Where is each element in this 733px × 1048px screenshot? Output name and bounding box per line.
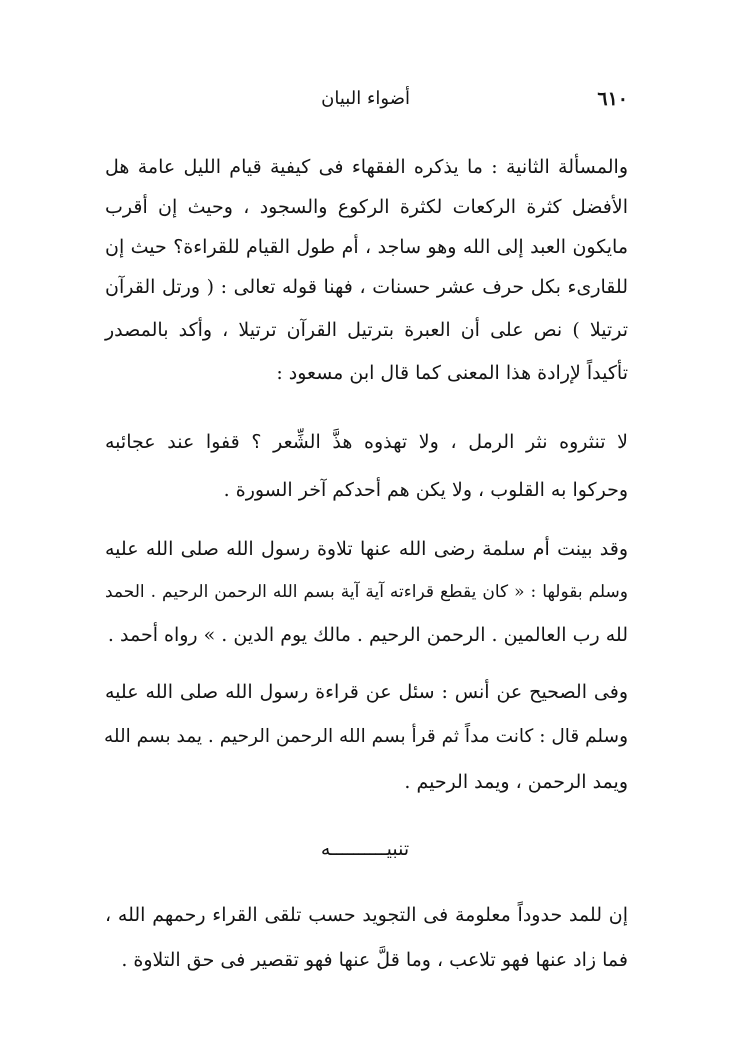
text-line: وسلم بقولها : « كان يقطع قراءته آية آية بسم الله الرحمن الرحيم . الحمد [105,582,628,602]
text-line: مايكون العبد إلى الله وهو ساجد ، أم طول القيام للقراءة؟ حيث إن [105,236,628,258]
text-line: فما زاد عنها فهو تلاعب ، وما قلَّ عنها فهو تقصير فى حق التلاوة . [121,949,628,971]
page-number: ٦١٠ [597,88,628,110]
text-line: لا تنثروه نثر الرمل ، ولا تهذوه هذَّ الشِّعر ؟ قفوا عند عجائبه [105,431,628,453]
text-line: وسلم قال : كانت مداً ثم قرأ بسم الله الرحمن الرحيم . يمد بسم الله [103,726,628,747]
text-line: وفى الصحيح عن أنس : سئل عن قراءة رسول الله صلى الله عليه [105,681,628,703]
text-line: للقارىء بكل حرف عشر حسنات ، فهنا قوله تعالى : ( ورتل القرآن [105,276,628,298]
page-header [108,88,628,118]
text-line: ويمد الرحمن ، ويمد الرحيم . [404,771,628,793]
text-line: ترتيلا ) نص على أن العبرة بترتيل القرآن ترتيلا ، وأكد بالمصدر [105,319,628,341]
text-line: وقد بينت أم سلمة رضى الله عنها تلاوة رسول الله صلى الله عليه [105,538,628,560]
text-line: وحركوا به القلوب ، ولا يكن هم أحدكم آخر السورة . [223,479,628,501]
text-line: والمسألة الثانية : ما يذكره الفقهاء فى كيفية قيام الليل عامة هل [105,156,628,178]
text-line: تأكيداً لإرادة هذا المعنى كما قال ابن مسعود : [276,362,628,384]
text-line: إن للمد حدوداً معلومة فى التجويد حسب تلقى القراء رحمهم الله ، [105,904,628,926]
text-line: لله رب العالمين . الرحمن الرحيم . مالك يوم الدين . » رواه أحمد . [107,624,628,646]
section-heading: تنبيــــــــــه [320,838,410,860]
text-line: الأفضل كثرة الركعات لكثرة الركوع والسجود ، وحيث إن أقرب [105,196,628,218]
running-title: أضواء البيان [321,88,410,109]
